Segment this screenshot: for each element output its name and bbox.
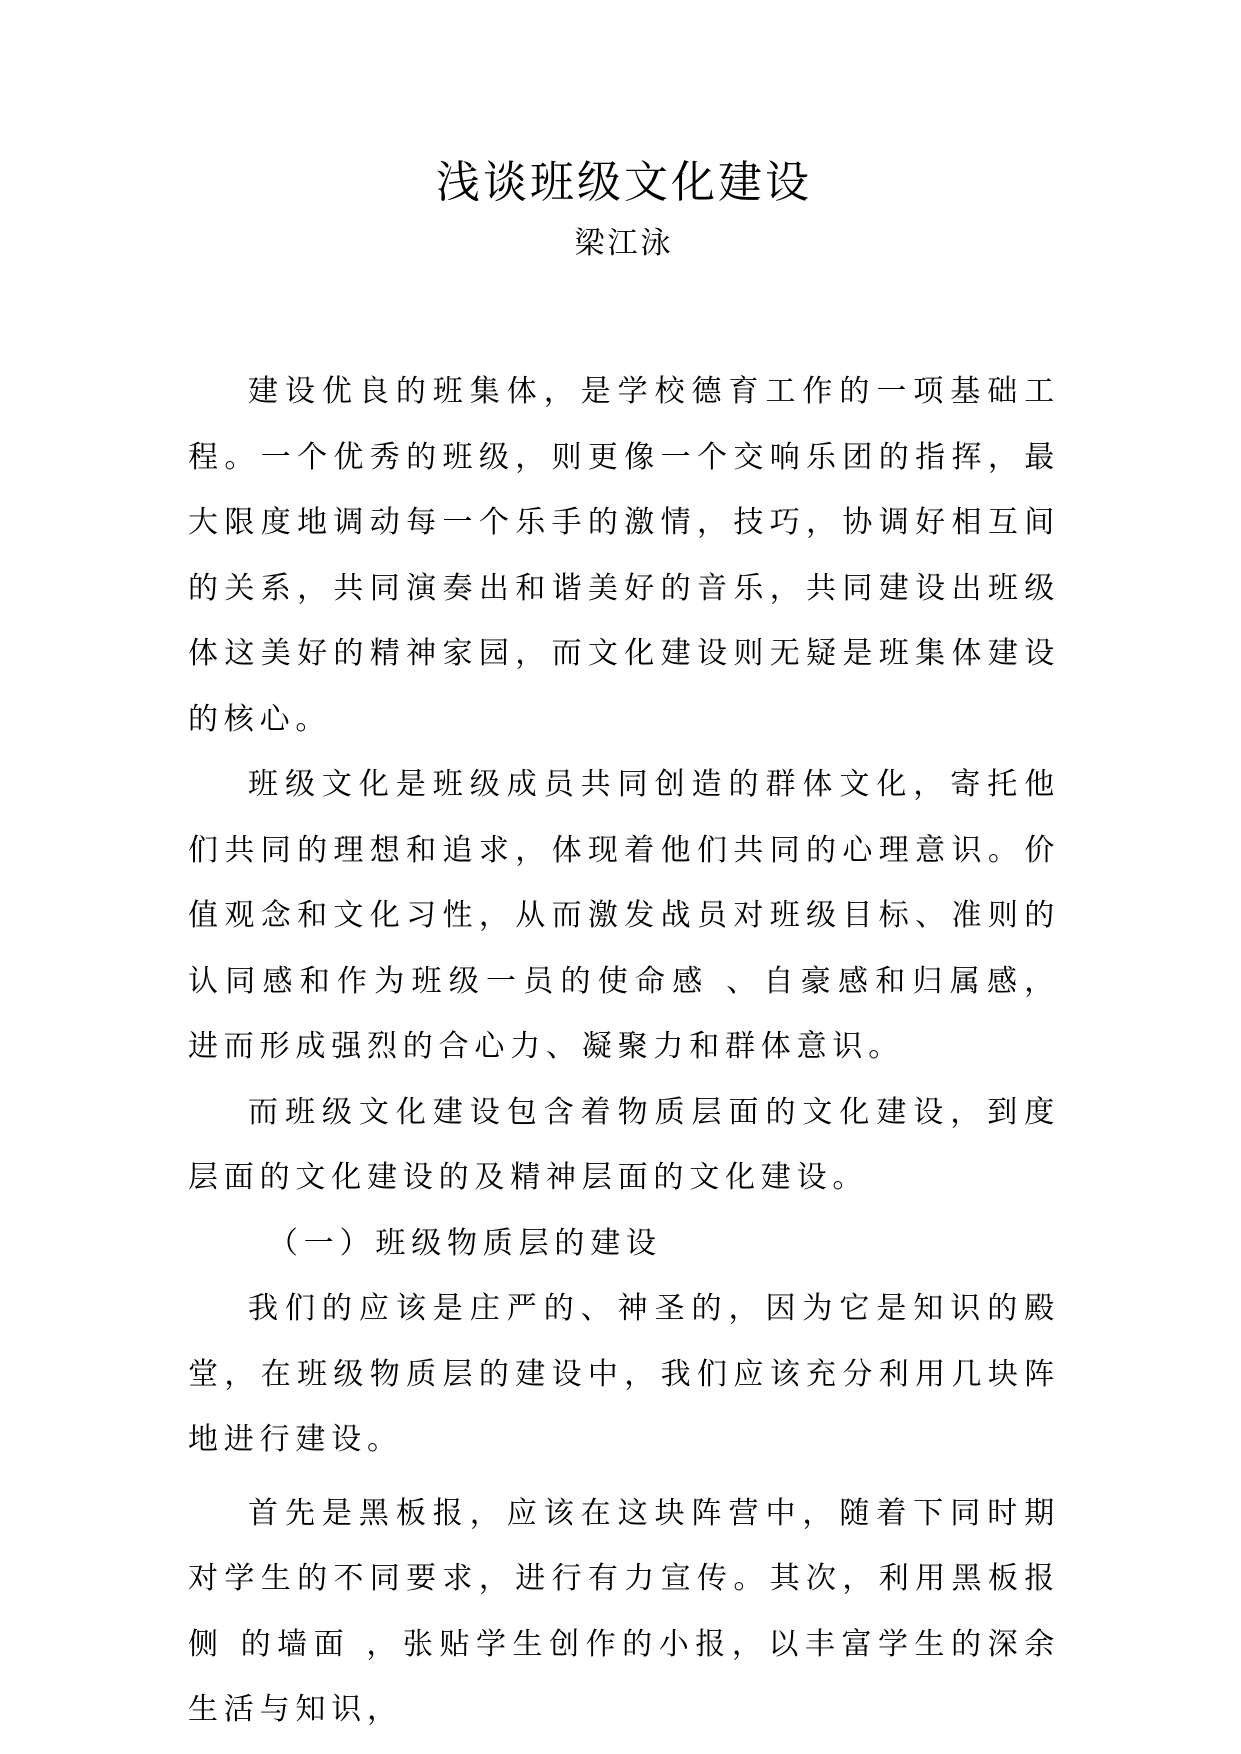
document-body xyxy=(188,359,1060,1743)
paragraph-1: 建设优良的班集体，是学校德育工作的一项基础工程。一个优秀的班级，则更像一个交响乐团的指挥，最大限度地调动每一个乐手的激情，技巧，协调好相互间的关系，共同演奏出和谐美好的音乐，共同建设出班级体这美好的精神家园，而文化建设则无疑是班集体建设的核心。 xyxy=(188,374,1060,737)
paragraph-4: 我们的应该是庄严的、神圣的，因为它是知识的殿堂，在班级物质层的建设中，我们应该充分利用几块阵地进行建设。 xyxy=(188,1291,1060,1457)
paragraph-5: 首先是黑板报，应该在这块阵营中，随着下同时期对学生的不同要求，进行有力宣传。其次，利用黑板报侧 的墙面 ，张贴学生创作的小报，以丰富学生的深余生活与知识， xyxy=(188,1495,1060,1727)
author-name: 梁江泳 xyxy=(574,226,674,261)
section-heading: （一）班级物质层的建设 xyxy=(268,1225,662,1261)
document-page xyxy=(188,150,1060,1743)
paragraph-3: 而班级文化建设包含着物质层面的文化建设，到度层面的文化建设的及精神层面的文化建设。 xyxy=(188,1094,1060,1195)
paragraph-gap xyxy=(188,1473,1060,1481)
paragraph-2: 班级文化是班级成员共同创造的群体文化，寄托他们共同的理想和追求，体现着他们共同的心理意识。价值观念和文化习性，从而激发战员对班级目标、准则的认同感和作为班级一员的使命感 、自豪感和归属感，进而形成强烈的合心力、凝聚力和群体意识。 xyxy=(188,767,1060,1064)
document-title: 浅谈班级文化建设 xyxy=(436,157,812,208)
